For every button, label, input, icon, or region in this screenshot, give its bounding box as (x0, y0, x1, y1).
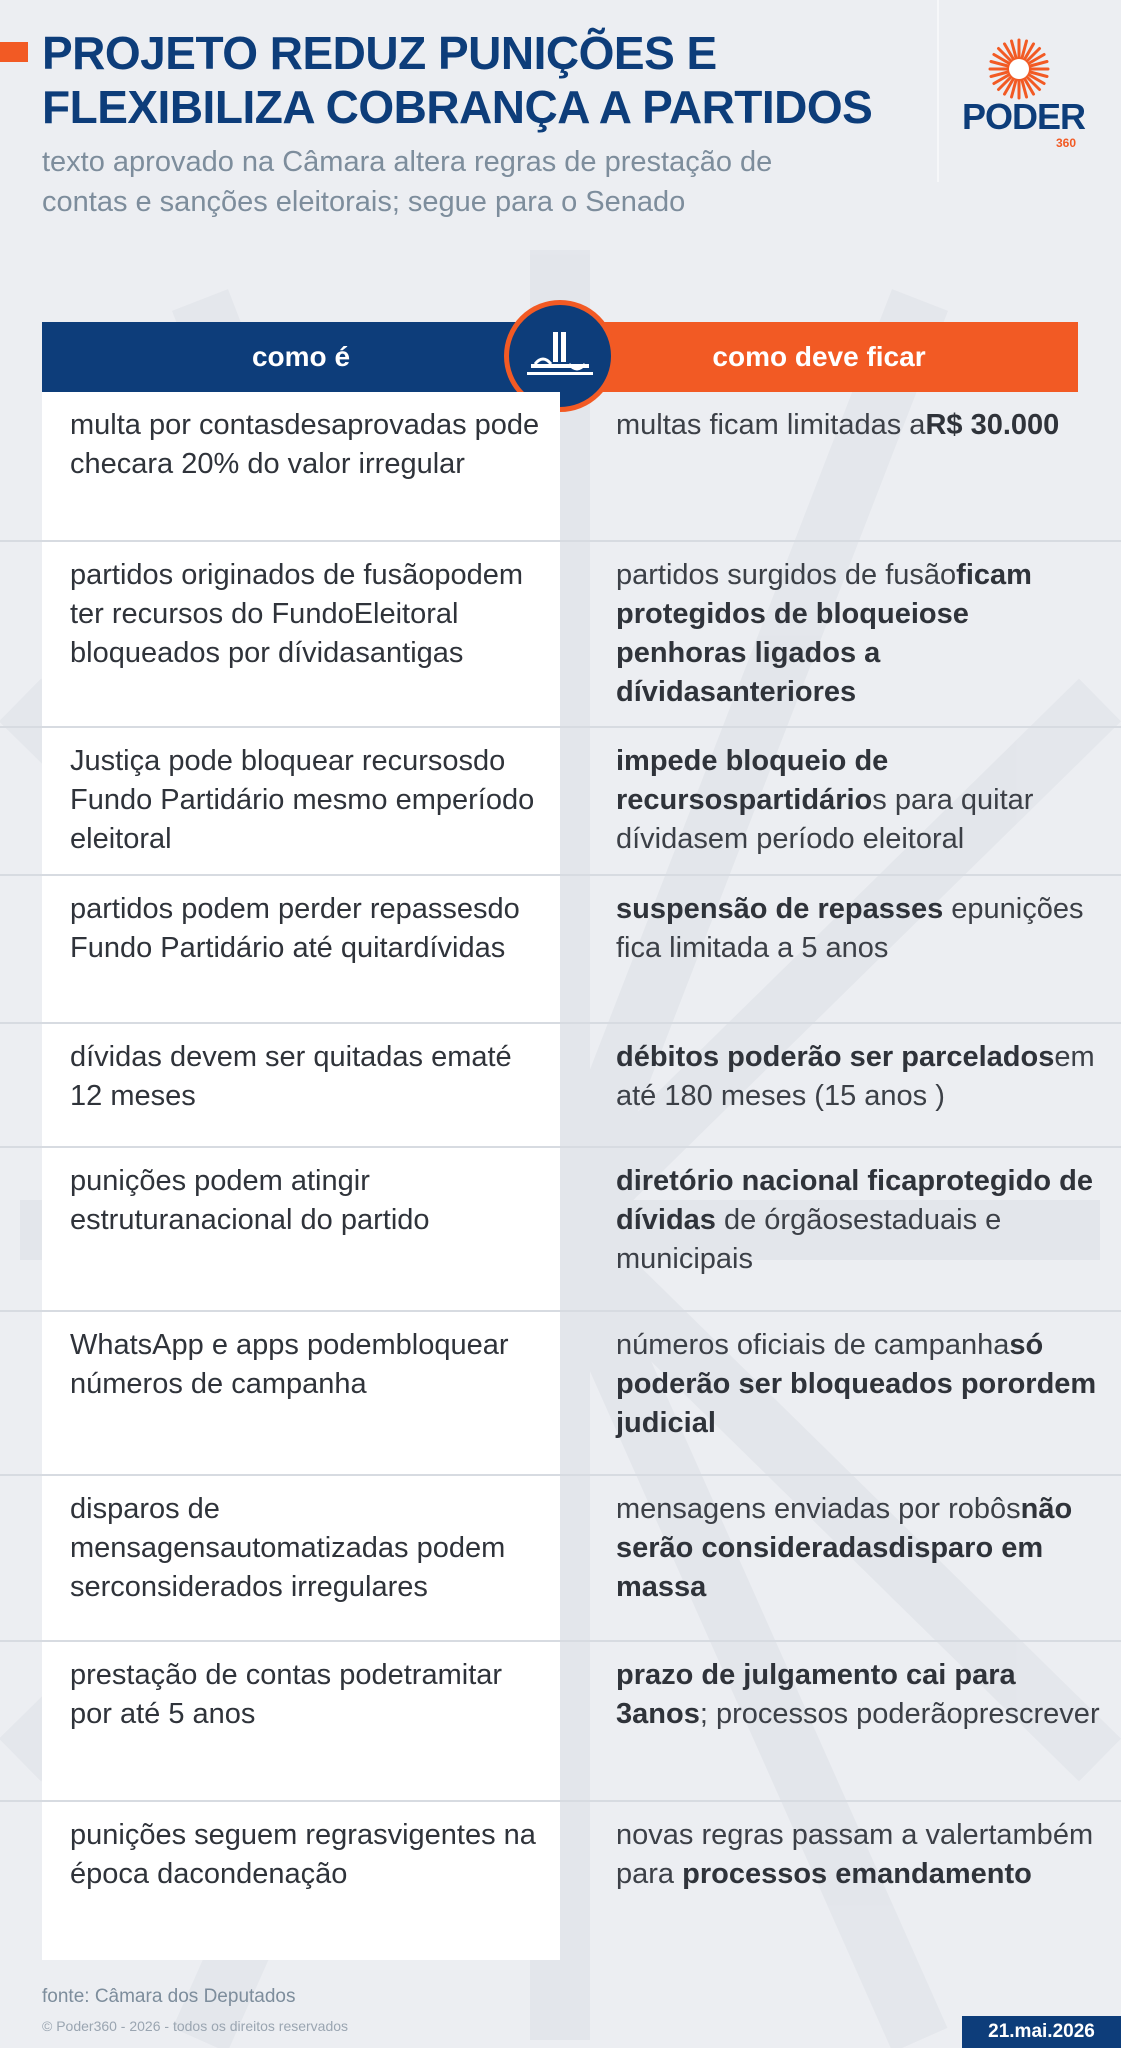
regular-text: prescrever (962, 1698, 1100, 1730)
bold-text: disparo em massa (616, 1532, 1044, 1603)
table-row (0, 392, 1121, 540)
column-header-proposed: como deve ficar (560, 322, 1078, 392)
cell-line (616, 1493, 1021, 1525)
cell-line: punições podem atingir estrutura (70, 1165, 370, 1236)
cell-proposed-rule (616, 1656, 1106, 1734)
cell-proposed-rule (616, 890, 1106, 968)
bold-text: R$ 30.000 (925, 409, 1060, 441)
bold-text: processos em (682, 1858, 878, 1890)
copyright-note: © Poder360 - 2026 - todos os direitos reservados (42, 2018, 349, 2034)
date-badge: 21.mai.2026 (962, 2016, 1121, 2048)
regular-text: em período eleitoral (707, 823, 965, 855)
cell-current-rule (70, 876, 550, 968)
cell-current-rule (70, 1312, 550, 1404)
cell-line: WhatsApp e apps podem (70, 1329, 396, 1361)
cell-line (632, 1698, 962, 1730)
cell-line: desaprovadas pode checar (70, 409, 540, 480)
cell-proposed-rule (616, 1326, 1106, 1443)
cell-line (616, 1329, 1009, 1361)
bold-text: só poderão ser bloqueados por (616, 1329, 1044, 1400)
cell-line: dívidas (413, 932, 506, 964)
title-accent-bar (0, 42, 28, 62)
cell-current-rule (70, 392, 550, 484)
regular-text: estaduais e municipais (616, 1204, 1002, 1275)
regular-text: mensagens enviadas por robôs (616, 1493, 1021, 1525)
bold-text: anteriores (715, 676, 857, 708)
cell-line (616, 409, 925, 441)
subtitle-line-1: texto aprovado na Câmara altera regras de prestação de (42, 146, 773, 178)
regular-text: s para quitar dívidas (616, 784, 1034, 855)
regular-text: partidos surgidos de fusão (616, 559, 957, 591)
cell-current-rule (70, 728, 550, 859)
cell-line (616, 893, 967, 925)
cell-current-rule (70, 1024, 550, 1116)
sun-icon (988, 38, 1050, 100)
cell-line: Justiça pode bloquear recursos (70, 745, 474, 777)
bold-text: débitos poderão ser parcelados (616, 1041, 1055, 1073)
cell-line: período eleitoral (70, 784, 535, 855)
bold-text: protegido de dívidas (616, 1165, 1093, 1236)
bold-text: suspensão de repasses (616, 893, 944, 925)
table-row (0, 1146, 1121, 1310)
bold-text: ordem judicial (616, 1368, 1097, 1439)
cell-line: antigas (369, 637, 464, 669)
cell-line: disparos de mensagens (70, 1493, 220, 1564)
table-body (0, 392, 1121, 1960)
table-row (0, 540, 1121, 726)
bold-text: anos (632, 1698, 700, 1730)
cell-line: do Fundo Partidário mesmo em (70, 745, 506, 816)
cell-line: condenação (189, 1858, 348, 1890)
table-row (0, 1474, 1121, 1640)
source-note: fonte: Câmara dos Deputados (42, 1986, 296, 2007)
table-header (0, 322, 1121, 392)
cell-line: automatizadas podem ser (70, 1532, 506, 1603)
table-row (0, 874, 1121, 1022)
cell-line: multa por contas (70, 409, 285, 441)
cell-current-rule (70, 1642, 550, 1734)
cell-line (616, 1165, 917, 1197)
table-row (0, 1640, 1121, 1800)
cell-line: Eleitoral bloqueados por dívidas (70, 598, 459, 669)
poder360-logo (960, 38, 1090, 156)
cell-line: vigentes na época da (70, 1819, 536, 1890)
cell-line: podem ter recursos do Fundo (70, 559, 524, 630)
bold-text: impede bloqueio de recursos (616, 745, 889, 816)
bold-text: diretório nacional fica (616, 1165, 918, 1197)
bold-text: andamento (877, 1858, 1032, 1890)
cell-line (616, 1819, 988, 1851)
cell-current-rule (70, 1802, 550, 1894)
cell-current-rule (70, 542, 550, 673)
cell-proposed-rule (616, 1490, 1106, 1607)
table-row (0, 1022, 1121, 1146)
title-line-2: FLEXIBILIZA COBRANÇA A PARTIDOS (42, 81, 873, 133)
cell-line: nacional do partido (184, 1204, 430, 1236)
bold-text: ficam protegidos de bloqueios (616, 559, 1032, 630)
regular-text: e (943, 893, 968, 925)
comparison-table (0, 322, 1121, 1960)
cell-line (877, 1858, 1032, 1890)
table-row (0, 726, 1121, 874)
logo-number: 360 (1056, 136, 1077, 150)
cell-proposed-rule (616, 1162, 1106, 1279)
cell-current-rule (70, 1148, 550, 1240)
cell-proposed-rule (616, 1816, 1106, 1894)
bold-text: prazo de julgamento cai para 3 (616, 1659, 1016, 1730)
cell-current-rule (70, 1476, 550, 1607)
cell-line: do Fundo Partidário até quitar (70, 893, 520, 964)
cell-line: dívidas devem ser quitadas em (70, 1041, 472, 1073)
table-row (0, 1310, 1121, 1474)
bold-text: e penhoras ligados a dívidas (616, 598, 969, 708)
column-header-current: como é (42, 322, 560, 392)
page-title (42, 26, 922, 134)
page-subtitle (42, 142, 922, 222)
cell-line: prestação de contas pode (70, 1659, 404, 1691)
cell-line (716, 676, 856, 708)
cell-line: bloquear números de campanha (70, 1329, 509, 1400)
cell-line: partidos originados de fusão (70, 559, 435, 591)
cell-line: tramitar por até 5 anos (70, 1659, 503, 1730)
cell-line: punições seguem regras (70, 1819, 388, 1851)
regular-text: também para (616, 1819, 1094, 1890)
cell-line: partidos podem perder repasses (70, 893, 488, 925)
header-divider (937, 0, 939, 182)
subtitle-line-2: contas e sanções eleitorais; segue para o Senado (42, 186, 686, 218)
cell-line: considerados irregulares (110, 1571, 428, 1603)
regular-text: ; processos poderão (699, 1698, 963, 1730)
cell-proposed-rule (616, 742, 1106, 859)
regular-text: de órgãos (715, 1204, 853, 1236)
cell-line (616, 559, 956, 591)
cell-proposed-rule (616, 1038, 1106, 1116)
logo-wordmark: PODER (962, 96, 1086, 137)
cell-line (925, 409, 1059, 441)
regular-text: em até 180 meses (15 anos ) (616, 1041, 1095, 1112)
regular-text: multas ficam limitadas a (616, 409, 926, 441)
table-row (0, 1800, 1121, 1960)
bold-text: não serão consideradas (616, 1493, 1073, 1564)
cell-proposed-rule (616, 556, 1106, 712)
cell-proposed-rule (616, 406, 1106, 445)
regular-text: novas regras passam a valer (616, 1819, 989, 1851)
regular-text: números oficiais de campanha (616, 1329, 1010, 1361)
title-line-1: PROJETO REDUZ PUNIÇÕES E (42, 27, 717, 79)
cell-line (616, 1041, 1054, 1073)
bold-text: partidário (738, 784, 873, 816)
cell-line (708, 823, 964, 855)
cell-line: até 12 meses (70, 1041, 512, 1112)
regular-text: punições fica limitada a 5 anos (616, 893, 1084, 964)
cell-line: a 20% do valor irregular (157, 448, 465, 480)
cell-line (963, 1698, 1100, 1730)
